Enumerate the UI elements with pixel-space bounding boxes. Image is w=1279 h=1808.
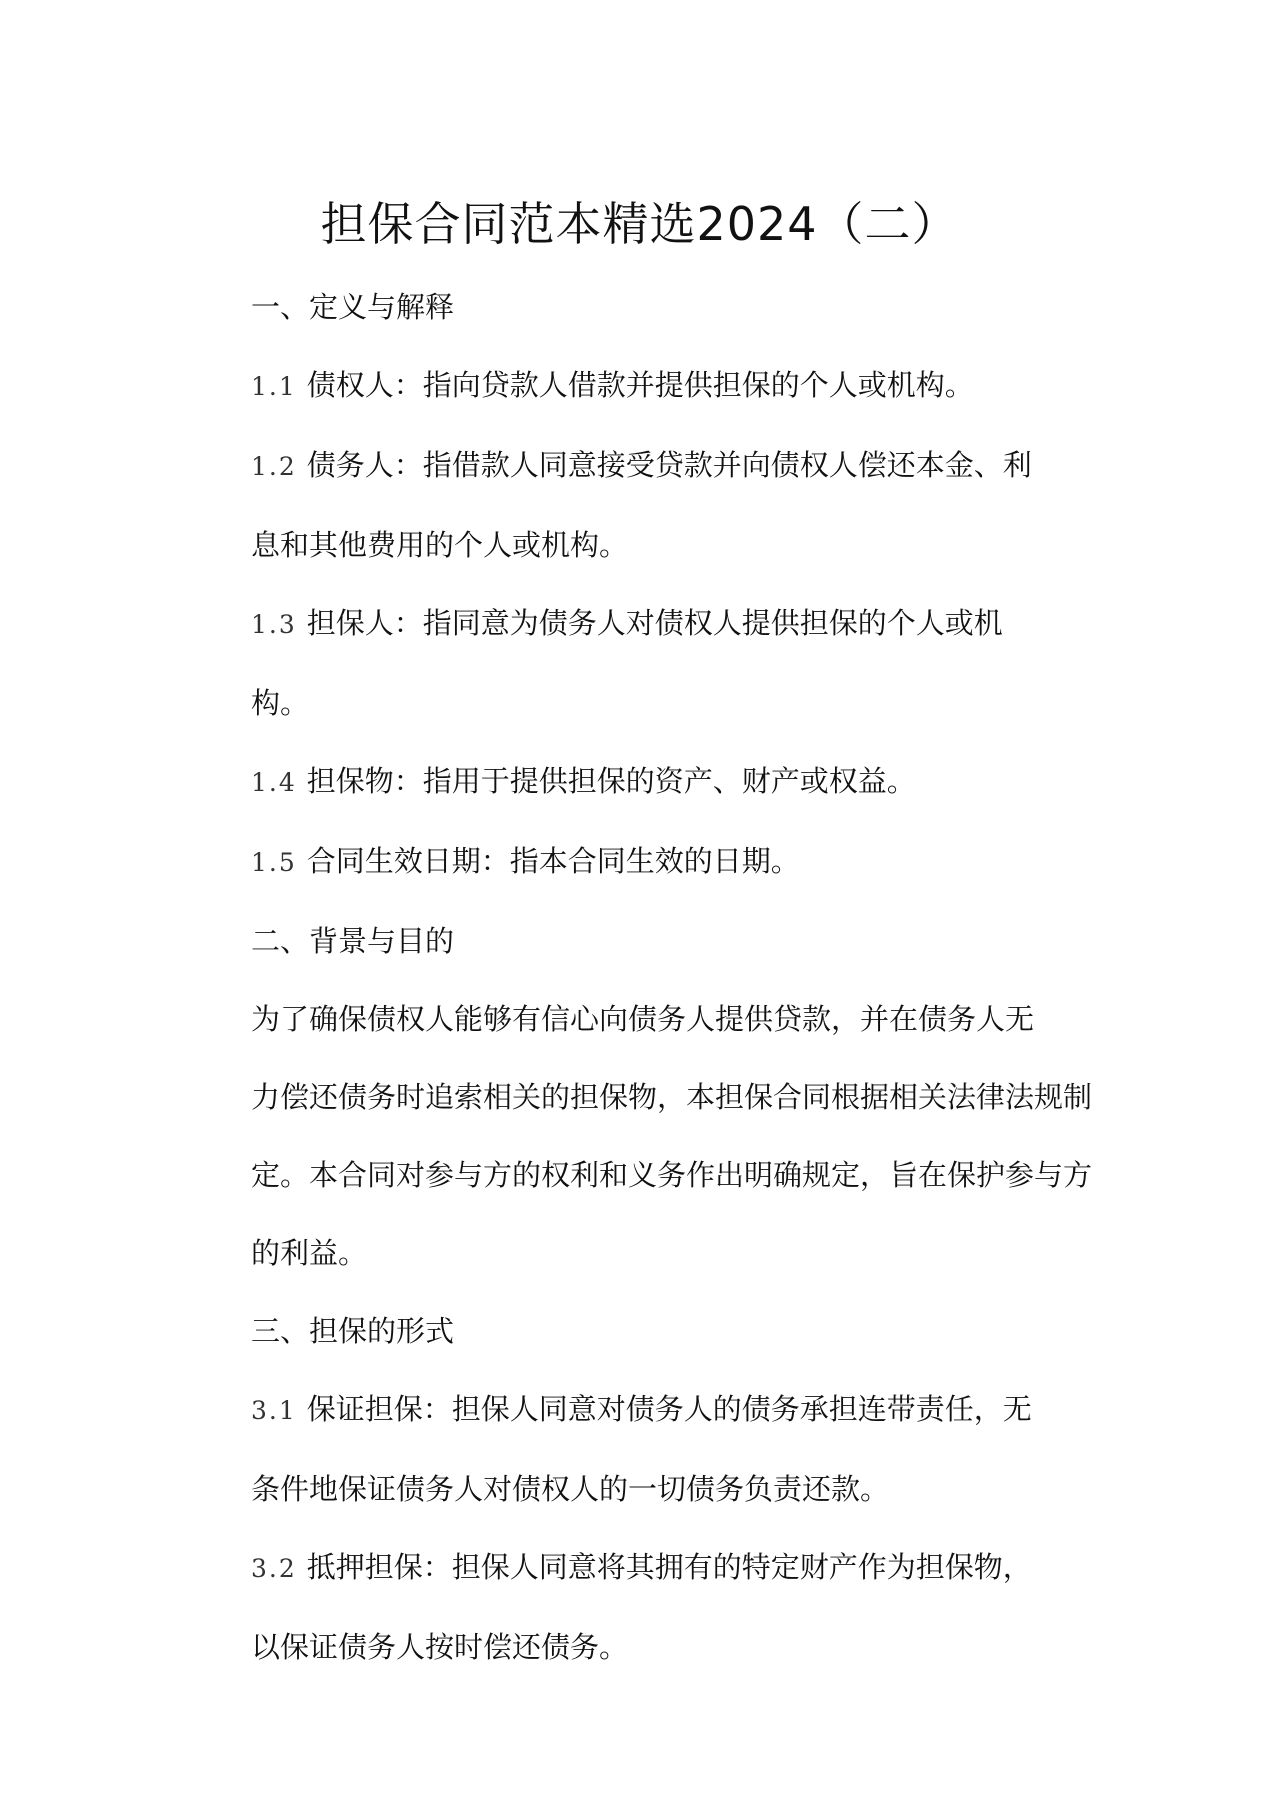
text-line [193,506,1073,584]
text-line [193,980,1073,1058]
line-text: 力偿还债务时追索相关的担保物，本担保合同根据相关法律法规制 [251,1080,1093,1114]
line-text: 保证担保：担保人同意对债务人的债务承担连带责任，无 [306,1392,1032,1426]
text-line [193,268,1073,346]
clause-number: 1.2 [251,452,297,481]
text-line [193,1370,1073,1450]
line-text: 合同生效日期：指本合同生效的日期。 [306,844,800,878]
line-text: 息和其他费用的个人或机构。 [251,528,629,562]
text-line [193,1528,1073,1608]
clause-number: 3.1 [251,1396,297,1425]
clause-item [193,822,1073,902]
line-text: 构。 [251,686,310,720]
text-line [193,1214,1073,1292]
clause-number: 1.4 [251,768,297,797]
body-paragraph [193,980,1093,1292]
clause-number: 1.3 [251,610,297,639]
section-heading [193,902,1073,980]
line-text: 抵押担保：担保人同意将其拥有的特定财产作为担保物， [306,1550,1032,1584]
text-line [193,742,1073,822]
text-line [193,822,1073,902]
line-text: 债权人：指向贷款人借款并提供担保的个人或机构。 [306,368,974,402]
text-line [193,1608,1073,1686]
section-heading [193,1292,1073,1370]
clause-item [193,584,1073,742]
clause-number: 1.5 [251,848,297,877]
clause-item [193,1370,1073,1528]
line-text: 担保物：指用于提供担保的资产、财产或权益。 [306,764,916,798]
line-text: 的利益。 [251,1236,368,1270]
text-line [193,426,1073,506]
line-text: 定。本合同对参与方的权利和义务作出明确规定，旨在保护参与方 [251,1158,1093,1192]
line-text: 一、定义与解释 [251,290,455,324]
clause-number: 3.2 [251,1554,297,1583]
line-text: 债务人：指借款人同意接受贷款并向债权人偿还本金、利 [306,448,1032,482]
clause-item [193,742,1073,822]
text-line [193,902,1073,980]
document-title: 担保合同范本精选2024（二） [320,196,959,251]
text-line [193,346,1073,426]
clause-item [193,346,1073,426]
text-line [193,1058,1093,1136]
line-text: 三、担保的形式 [251,1314,455,1348]
line-text: 条件地保证债务人对债权人的一切债务负责还款。 [251,1472,890,1506]
line-text: 为了确保债权人能够有信心向债务人提供贷款，并在债务人无 [251,1002,1035,1036]
line-text: 以保证债务人按时偿还债务。 [251,1630,629,1664]
text-line [193,664,1073,742]
text-line [193,584,1073,664]
text-line [193,1450,1073,1528]
document-body [193,268,1093,1686]
line-text: 担保人：指同意为债务人对债权人提供担保的个人或机 [306,606,1003,640]
clause-item [193,426,1073,584]
text-line [193,1136,1093,1214]
clause-number: 1.1 [251,372,297,401]
clause-item [193,1528,1073,1686]
section-heading [193,268,1073,346]
text-line [193,1292,1073,1370]
line-text: 二、背景与目的 [251,924,455,958]
